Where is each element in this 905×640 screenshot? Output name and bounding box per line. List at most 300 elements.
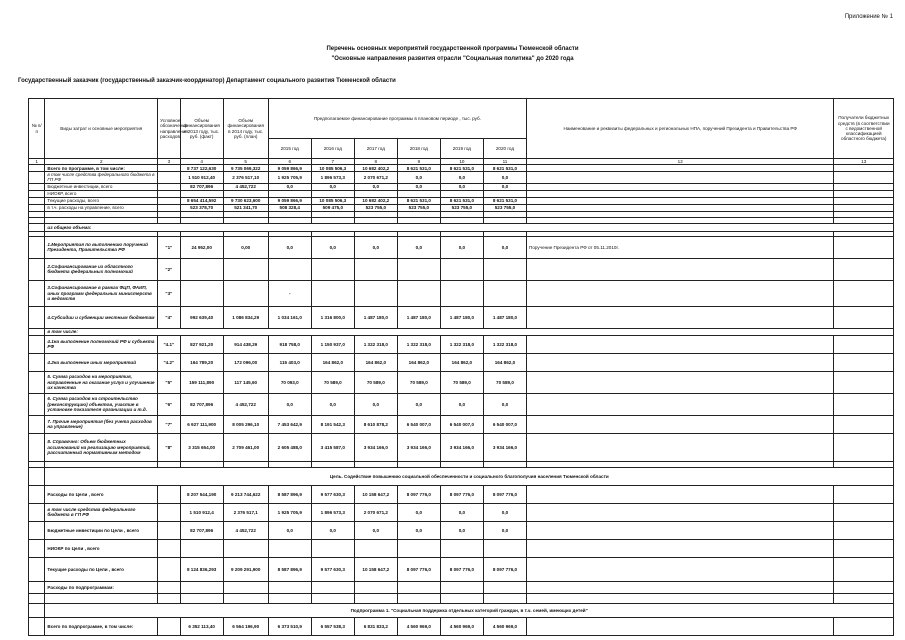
row-value: 10 158 647,2 [354,485,397,503]
row-num [29,258,45,280]
row-code [158,165,181,172]
row-value: 2 070 671,2 [354,503,397,521]
row-label: 1.Мероприятия по выполнению поручений Президента, Правительства РФ [45,236,158,258]
row-code: "3" [158,280,181,306]
row-label: Расходы по подпрограммам: [45,581,158,593]
row-num [29,603,45,617]
row-label: 8. Справочно: Объем бюджетных ассигнований на реализацию мероприятий, рассчитанный нормативным методом [45,433,158,461]
row-npa [527,371,834,393]
row-value: 523 755,0 [354,204,397,211]
row-value [180,258,223,280]
row-value [483,539,526,557]
row-value: 70 589,0 [354,371,397,393]
row-value: 1 322 318,0 [483,335,526,353]
row-value: 115 403,0 [268,353,311,371]
row-code [158,204,181,211]
row-label: Всего по подпрограмме, в том числе: [45,617,158,635]
row-code: "7" [158,415,181,433]
row-value: 0,0 [440,172,483,183]
row-value: 0,0 [268,236,311,258]
row-value: 1 487 180,0 [440,306,483,328]
row-value [223,258,268,280]
row-value: 523 755,0 [440,204,483,211]
row-value: 521 341,70 [223,204,268,211]
row-npa [527,415,834,433]
row-value [311,539,354,557]
section-row [29,603,894,617]
row-value: 2 070 671,2 [354,172,397,183]
row-code: "4.2" [158,353,181,371]
row-npa [527,485,834,503]
section-row [29,467,894,485]
row-value: 6 540 007,0 [440,415,483,433]
row-value: 4 452,722 [223,183,268,190]
row-value: 82 707,896 [180,521,223,539]
row-value [268,258,311,280]
row-value: 0,0 [354,183,397,190]
row-value: 7 453 642,9 [268,415,311,433]
administrator-line: Государственный заказчик (государственный заказчик-координатор) Департамент социального развития Тюменской области [18,78,396,84]
row-value [180,280,223,306]
row-value: 9 730 623,600 [223,197,268,204]
row-value: 0,0 [354,236,397,258]
row-code [158,197,181,204]
row-value: 1 322 318,0 [354,335,397,353]
header-year: 2020 год [483,139,526,159]
row-label: НИОКР, всего [45,190,158,197]
row-value: 1 510 912,4 [180,503,223,521]
row-value [440,258,483,280]
row-value: 0,0 [311,183,354,190]
row-value: 6 927 111,900 [180,415,223,433]
row-value: 82 707,896 [180,393,223,415]
row-value: 0,0 [440,521,483,539]
empty-cell [354,593,397,603]
row-value: 992 639,40 [180,306,223,328]
row-value: 0,0 [397,521,440,539]
row-value: 8 621 531,0 [397,197,440,204]
row-value [440,280,483,306]
row-value: 159 111,890 [180,371,223,393]
row-code [158,617,181,635]
row-label: 6. Сумма расходов на строительство (реконструкцию) объектов, участие в установке показателя организации и т.д. [45,393,158,415]
row-label: Бюджетные инвестиции по Цели , всего [45,521,158,539]
row-num [29,617,45,635]
row-npa [527,539,834,557]
row-code [158,485,181,503]
row-recipient [834,433,894,461]
row-value: 0,0 [440,183,483,190]
row-value: 8 621 531,0 [397,165,440,172]
table-row [29,353,894,371]
row-num [29,183,45,190]
row-value: 4 560 969,0 [440,617,483,635]
row-label: в т.ч. расходы на управление, всего [45,204,158,211]
row-value: 4 452,722 [223,521,268,539]
row-value: 0,0 [483,503,526,521]
row-num [29,415,45,433]
header-year: 2016 год [311,139,354,159]
row-value: 82 707,896 [180,183,223,190]
table-row [29,236,894,258]
row-value: 0,0 [440,236,483,258]
row-npa [527,204,834,211]
row-npa [527,557,834,581]
row-value: 0,0 [311,521,354,539]
row-value [483,190,526,197]
row-value: 8 097 776,0 [483,557,526,581]
row-value [311,190,354,197]
row-value: 0,0 [483,521,526,539]
measures-table [28,98,894,636]
empty-cell [311,593,354,603]
row-label: 4.2на выполнение иных мероприятий [45,353,158,371]
row-recipient [834,280,894,306]
row-value: 70 589,0 [311,371,354,393]
row-value: 8 207 544,190 [180,485,223,503]
table-row [29,204,894,211]
header-types: Виды затрат и основные мероприятия [45,99,158,159]
column-number: 2 [45,159,158,165]
row-value: 1 925 705,9 [268,172,311,183]
row-value: 8 097 776,0 [440,557,483,581]
table-row [29,197,894,204]
row-num [29,335,45,353]
row-value: 8 621 531,0 [440,197,483,204]
row-value [354,280,397,306]
row-value: 1 510 912,40 [180,172,223,183]
row-value: 164 862,0 [397,353,440,371]
row-recipient [834,165,894,172]
row-value: 24 952,00 [180,236,223,258]
row-value: 70 093,0 [268,371,311,393]
row-recipient [834,183,894,190]
row-value: 8 654 414,592 [180,197,223,204]
row-value [268,190,311,197]
empty-cell [483,593,526,603]
row-value: 4 560 969,0 [397,617,440,635]
row-code: "6" [158,393,181,415]
row-code [158,521,181,539]
row-value [311,280,354,306]
row-num [29,503,45,521]
row-value: 827 921,20 [180,335,223,353]
table-row [29,539,894,557]
row-value: 3 934 166,0 [354,433,397,461]
column-number: 10 [440,159,483,165]
row-npa [527,581,834,593]
row-label: 4.1на выполнение полномочий РФ и субъекта РФ [45,335,158,353]
row-value: 9 735 069,322 [223,165,268,172]
row-recipient [834,617,894,635]
row-value: 6 352 113,40 [180,617,223,635]
row-value: 1 487 180,0 [483,306,526,328]
row-label: в том числе средства федерального бюджета в ГП РФ [45,503,158,521]
empty-cell [527,593,834,603]
header-recipients: Получатели бюджетных средств (в соответствии с ведомственной классификацией областного бюджета) [834,99,894,159]
row-recipient [834,393,894,415]
row-value: 0,0 [397,172,440,183]
row-code [158,539,181,557]
row-recipient [834,258,894,280]
row-value: 0,0 [268,393,311,415]
row-value: 6 373 510,9 [268,617,311,635]
row-value [483,581,526,593]
document-title: Перечень основных мероприятий государственной программы Тюменской области [326,46,579,52]
row-value: 8 621 531,0 [483,197,526,204]
row-code [158,172,181,183]
row-value: 8 610 878,2 [354,415,397,433]
row-value: 508 328,4 [268,204,311,211]
row-num [29,197,45,204]
table-body [29,99,894,636]
row-value: 164 862,0 [483,353,526,371]
row-value [440,581,483,593]
row-value: 9 577 630,3 [311,485,354,503]
row-value: 0,0 [397,236,440,258]
row-value: 523 378,70 [180,204,223,211]
row-value: 8 587 896,9 [268,557,311,581]
row-recipient [834,204,894,211]
table-row [29,172,894,183]
row-code: "5" [158,371,181,393]
row-value: 0,0 [268,521,311,539]
row-value [397,190,440,197]
row-npa [527,393,834,415]
row-value [180,539,223,557]
empty-cell [180,593,223,603]
empty-cell [268,593,311,603]
row-num [29,393,45,415]
row-value: 6 564 196,90 [223,617,268,635]
row-value [397,258,440,280]
row-value: 10 682 402,2 [354,165,397,172]
row-value: 1 487 180,0 [397,306,440,328]
section-label: из общего объема: [45,223,894,231]
row-value: 0,0 [483,183,526,190]
row-value: 70 589,0 [483,371,526,393]
row-value: 2 376 517,10 [223,172,268,183]
row-value [311,258,354,280]
row-value: 8 737 122,630 [180,165,223,172]
row-value: 6 557 538,3 [311,617,354,635]
row-value: 914 438,29 [223,335,268,353]
header-criterion: Условное обозначение направления расходов [158,99,181,159]
column-number: 3 [158,159,181,165]
section-label: в том числе: [45,328,894,335]
empty-cell [158,593,181,603]
row-label: Бюджетные инвестиции, всего [45,183,158,190]
row-value: 1 487 180,0 [354,306,397,328]
empty-cell [440,593,483,603]
row-code: "4" [158,306,181,328]
row-value [180,190,223,197]
row-recipient [834,197,894,204]
row-value: 10 682 402,2 [354,197,397,204]
row-value: 164 862,0 [311,353,354,371]
row-value: 8 005 296,10 [223,415,268,433]
row-recipient [834,415,894,433]
row-value [440,539,483,557]
table-row [29,581,894,593]
header-num: № п/п [29,99,45,159]
table-row [29,335,894,353]
row-npa [527,183,834,190]
row-value: 6 831 833,2 [354,617,397,635]
row-value [483,280,526,306]
row-label: 3.Софинансирование в рамках ФЦП, ФАИП, иных программ федеральных министерств и ведомств [45,280,158,306]
row-value [311,581,354,593]
header-row [29,99,894,139]
row-value: 918 758,0 [268,335,311,353]
row-label: Расходы по Цели , всего [45,485,158,503]
column-number: 8 [354,159,397,165]
row-value: 172 096,00 [223,353,268,371]
empty-cell [45,593,158,603]
row-label: 4.Субсидии и субвенции местным бюджетам [45,306,158,328]
row-value: 523 755,0 [397,204,440,211]
row-code: "4.1" [158,335,181,353]
table-row [29,433,894,461]
header-year: 2017 год [354,139,397,159]
row-value: 1 150 937,0 [311,335,354,353]
row-value: 8 097 776,0 [397,557,440,581]
row-value: 0,0 [268,183,311,190]
row-recipient [834,335,894,353]
row-value: 0,0 [483,393,526,415]
row-value [223,581,268,593]
row-value: 10 085 506,3 [311,197,354,204]
row-value: 6 540 007,0 [483,415,526,433]
row-value: 164 862,0 [440,353,483,371]
row-value [397,539,440,557]
row-num [29,353,45,371]
table-row [29,557,894,581]
header-year: 2019 год [440,139,483,159]
appendix-label: Приложение № 1 [844,14,893,20]
row-value: 2 605 488,0 [268,433,311,461]
row-num [29,165,45,172]
row-value [268,539,311,557]
row-recipient [834,503,894,521]
section-label: Цель. Содействие повышению социальной обеспеченности и социального благополучия населения Тюменской области [45,467,894,485]
row-value: 0,0 [483,236,526,258]
row-recipient [834,190,894,197]
row-num [29,236,45,258]
row-num [29,581,45,593]
row-num [29,485,45,503]
row-recipient [834,236,894,258]
row-value: 1 925 705,9 [268,503,311,521]
row-npa [527,433,834,461]
row-value [354,258,397,280]
section-row [29,223,894,231]
row-recipient [834,581,894,593]
row-num [29,371,45,393]
row-code [158,557,181,581]
row-value: 117 145,60 [223,371,268,393]
row-npa: Поручение Президента РФ от 05.11.2010г. [527,236,834,258]
row-recipient [834,521,894,539]
row-num [29,280,45,306]
row-value: 0,0 [397,393,440,415]
row-value: 2 376 517,1 [223,503,268,521]
row-value: 3 315 654,00 [180,433,223,461]
row-npa [527,280,834,306]
row-value: 9 213 744,622 [223,485,268,503]
column-number: 9 [397,159,440,165]
header-vol-2014: Объем финансирования в 2014 году, тыс. руб. (план) [223,99,268,159]
row-value [180,581,223,593]
row-label: Всего по программе, в том числе: [45,165,158,172]
row-value: 1 896 573,3 [311,503,354,521]
row-value: 10 158 647,2 [354,557,397,581]
row-value: 2 709 461,00 [223,433,268,461]
row-npa [527,353,834,371]
row-value [483,258,526,280]
table-row [29,393,894,415]
row-recipient [834,539,894,557]
column-number: 6 [268,159,311,165]
row-value [223,190,268,197]
row-value [354,190,397,197]
row-value: 9 059 866,9 [268,197,311,204]
row-value: - [268,280,311,306]
blank-row [29,593,894,603]
header-planned: Предполагаемое финансирование программы в плановом периоде , тыс. руб. [268,99,526,139]
row-npa [527,258,834,280]
row-value: 3 934 166,0 [440,433,483,461]
header-year: 2018 год [397,139,440,159]
table-row [29,280,894,306]
row-code [158,503,181,521]
table-row [29,415,894,433]
column-number: 5 [223,159,268,165]
row-value: 0,0 [311,236,354,258]
row-value: 1 086 834,29 [223,306,268,328]
document-subtitle: "Основные направления развития отрасли "Социальная политика" до 2020 года [331,56,574,62]
row-num [29,328,45,335]
table-row [29,485,894,503]
row-value: 8 587 896,9 [268,485,311,503]
row-value: 8 097 776,0 [483,485,526,503]
column-number: 7 [311,159,354,165]
row-label: 7. Прочие мероприятия (без учета расходов на управление) [45,415,158,433]
row-value: 0,0 [311,393,354,415]
section-label: Подпрограмма 1. "Социальная поддержка отдельных категорий граждан, в т.ч. семей, имеющих детей" [45,603,894,617]
table-row [29,190,894,197]
header-vol-2013: Объем финансирования в 2013 году, тыс. руб. (факт) [180,99,223,159]
row-npa [527,335,834,353]
row-value: 8 097 776,0 [440,485,483,503]
row-value: 1 896 573,3 [311,172,354,183]
table-row [29,521,894,539]
row-num [29,521,45,539]
row-value [397,581,440,593]
row-value [268,581,311,593]
header-npa: Наименование и реквизиты федеральных и региональных НПА, поручений Президента и Правительства РФ [527,99,834,159]
column-number: 12 [527,159,834,165]
table-row [29,306,894,328]
row-code [158,581,181,593]
row-recipient [834,557,894,581]
row-npa [527,503,834,521]
row-value: 0,0 [354,521,397,539]
row-num [29,557,45,581]
row-value: 9 209 291,900 [223,557,268,581]
row-value: 164 862,0 [354,353,397,371]
row-num [29,539,45,557]
